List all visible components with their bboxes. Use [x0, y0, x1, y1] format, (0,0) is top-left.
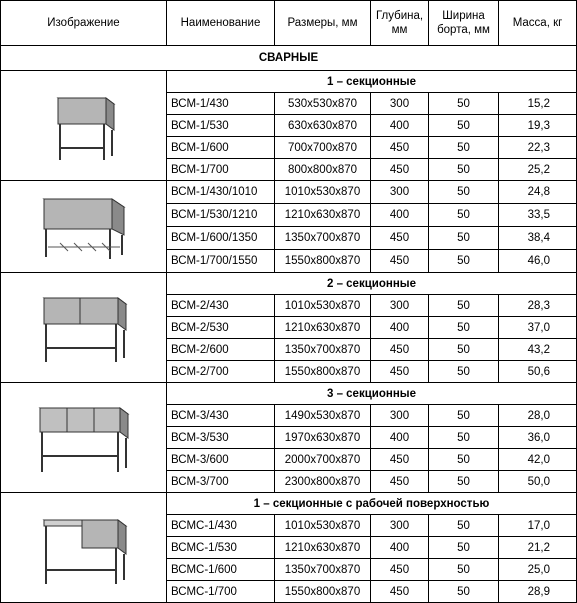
cell-name: ВСМ-3/430 [167, 405, 275, 427]
cell-depth: 450 [371, 471, 429, 493]
cell-depth: 400 [371, 317, 429, 339]
cell-size: 800х800х870 [275, 159, 371, 181]
cell-depth: 450 [371, 159, 429, 181]
cell-depth: 450 [371, 250, 429, 273]
cell-rim: 50 [429, 537, 499, 559]
cell-mass: 15,2 [499, 93, 577, 115]
header-image: Изображение [1, 1, 167, 46]
cell-rim: 50 [429, 427, 499, 449]
cell-size: 1210х630х870 [275, 537, 371, 559]
cell-name: ВСМ-1/600/1350 [167, 227, 275, 250]
cell-depth: 450 [371, 449, 429, 471]
cell-rim: 50 [429, 405, 499, 427]
cell-rim: 50 [429, 227, 499, 250]
header-size: Размеры, мм [275, 1, 371, 46]
cell-name: ВСМС-1/430 [167, 515, 275, 537]
cell-rim: 50 [429, 250, 499, 273]
cell-name: ВСМ-2/600 [167, 339, 275, 361]
cell-mass: 50,6 [499, 361, 577, 383]
cell-size: 1550х800х870 [275, 250, 371, 273]
cell-size: 1970х630х870 [275, 427, 371, 449]
cell-depth: 300 [371, 295, 429, 317]
cell-name: ВСМ-2/530 [167, 317, 275, 339]
cell-size: 1350х700х870 [275, 339, 371, 361]
subsection-title: 2 – секционные [167, 273, 577, 295]
cell-depth: 450 [371, 559, 429, 581]
cell-size: 1010х530х870 [275, 295, 371, 317]
cell-rim: 50 [429, 559, 499, 581]
cell-depth: 450 [371, 227, 429, 250]
sink-image-double [1, 273, 167, 383]
cell-rim: 50 [429, 204, 499, 227]
header-name: Наименование [167, 1, 275, 46]
cell-mass: 42,0 [499, 449, 577, 471]
cell-mass: 25,2 [499, 159, 577, 181]
cell-name: ВСМ-1/530 [167, 115, 275, 137]
cell-rim: 50 [429, 159, 499, 181]
cell-depth: 450 [371, 361, 429, 383]
cell-name: ВСМС-1/530 [167, 537, 275, 559]
cell-name: ВСМ-3/530 [167, 427, 275, 449]
section-title: СВАРНЫЕ [1, 46, 577, 71]
cell-name: ВСМ-3/600 [167, 449, 275, 471]
cell-rim: 50 [429, 449, 499, 471]
cell-rim: 50 [429, 361, 499, 383]
cell-size: 2000х700х870 [275, 449, 371, 471]
cell-mass: 37,0 [499, 317, 577, 339]
subsection-title: 1 – секционные [167, 71, 577, 93]
sink-image-with-worktop [1, 493, 167, 603]
cell-name: ВСМ-1/600 [167, 137, 275, 159]
cell-rim: 50 [429, 471, 499, 493]
cell-rim: 50 [429, 181, 499, 204]
cell-mass: 28,0 [499, 405, 577, 427]
cell-name: ВСМ-2/700 [167, 361, 275, 383]
cell-size: 1550х800х870 [275, 361, 371, 383]
cell-mass: 46,0 [499, 250, 577, 273]
subsection-title: 3 – секционные [167, 383, 577, 405]
cell-rim: 50 [429, 295, 499, 317]
cell-depth: 400 [371, 115, 429, 137]
cell-depth: 450 [371, 581, 429, 603]
cell-name: ВСМ-1/700/1550 [167, 250, 275, 273]
cell-depth: 300 [371, 405, 429, 427]
cell-mass: 17,0 [499, 515, 577, 537]
cell-size: 1210х630х870 [275, 317, 371, 339]
cell-depth: 400 [371, 537, 429, 559]
cell-size: 2300х800х870 [275, 471, 371, 493]
cell-size: 530х530х870 [275, 93, 371, 115]
header-mass: Масса, кг [499, 1, 577, 46]
cell-rim: 50 [429, 137, 499, 159]
cell-size: 1550х800х870 [275, 581, 371, 603]
cell-mass: 21,2 [499, 537, 577, 559]
cell-name: ВСМС-1/700 [167, 581, 275, 603]
cell-name: ВСМ-1/700 [167, 159, 275, 181]
table-row [1, 181, 577, 204]
sink-image-triple [1, 383, 167, 493]
cell-size: 1010х530х870 [275, 181, 371, 204]
cell-size: 630х630х870 [275, 115, 371, 137]
cell-depth: 300 [371, 181, 429, 204]
cell-rim: 50 [429, 93, 499, 115]
cell-rim: 50 [429, 317, 499, 339]
cell-size: 1350х700х870 [275, 227, 371, 250]
cell-mass: 28,9 [499, 581, 577, 603]
subsection-title: 1 – секционные с рабочей поверхностью [167, 493, 577, 515]
sink-image-single-small [1, 71, 167, 181]
header-row [1, 1, 577, 46]
cell-size: 1350х700х870 [275, 559, 371, 581]
section-row [1, 46, 577, 71]
cell-size: 1490х530х870 [275, 405, 371, 427]
cell-size: 1210х630х870 [275, 204, 371, 227]
cell-name: ВСМ-1/430 [167, 93, 275, 115]
cell-rim: 50 [429, 339, 499, 361]
cell-rim: 50 [429, 515, 499, 537]
cell-depth: 450 [371, 339, 429, 361]
cell-mass: 33,5 [499, 204, 577, 227]
cell-mass: 38,4 [499, 227, 577, 250]
cell-depth: 300 [371, 515, 429, 537]
cell-size: 1010х530х870 [275, 515, 371, 537]
cell-depth: 400 [371, 204, 429, 227]
cell-name: ВСМ-3/700 [167, 471, 275, 493]
cell-mass: 50,0 [499, 471, 577, 493]
cell-depth: 400 [371, 427, 429, 449]
cell-name: ВСМ-2/430 [167, 295, 275, 317]
cell-mass: 19,3 [499, 115, 577, 137]
cell-name: ВСМС-1/600 [167, 559, 275, 581]
cell-mass: 22,3 [499, 137, 577, 159]
cell-mass: 36,0 [499, 427, 577, 449]
sink-image-single-long [1, 181, 167, 273]
cell-depth: 450 [371, 137, 429, 159]
cell-mass: 24,8 [499, 181, 577, 204]
cell-mass: 43,2 [499, 339, 577, 361]
cell-mass: 28,3 [499, 295, 577, 317]
cell-rim: 50 [429, 581, 499, 603]
header-rim: Ширина борта, мм [429, 1, 499, 46]
cell-name: ВСМ-1/430/1010 [167, 181, 275, 204]
cell-size: 700х700х870 [275, 137, 371, 159]
header-depth: Глубина, мм [371, 1, 429, 46]
cell-name: ВСМ-1/530/1210 [167, 204, 275, 227]
cell-rim: 50 [429, 115, 499, 137]
cell-mass: 25,0 [499, 559, 577, 581]
cell-depth: 300 [371, 93, 429, 115]
